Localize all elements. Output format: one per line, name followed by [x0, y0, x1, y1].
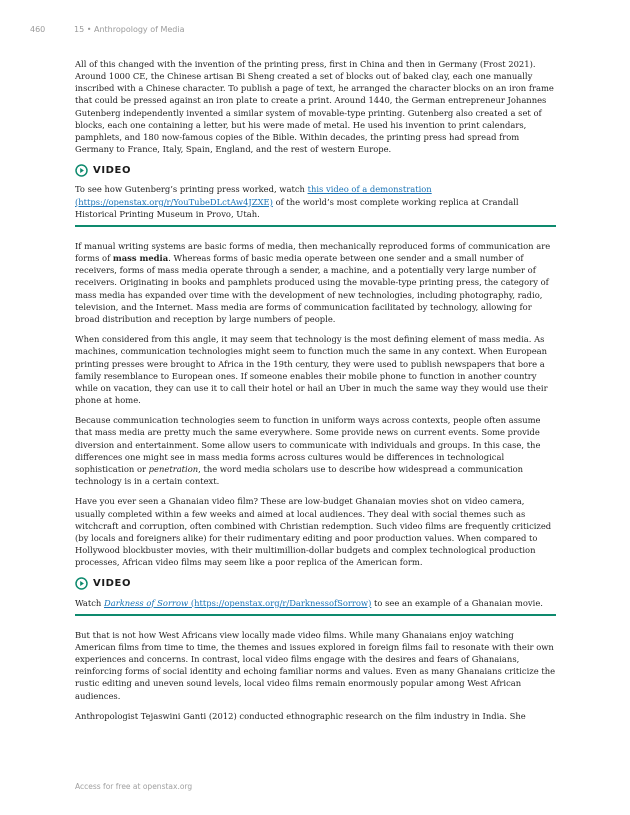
callout-divider [75, 225, 556, 227]
chapter-title: 15 • Anthropology of Media [74, 25, 185, 34]
film-title: Darkness of Sorrow [103, 597, 189, 608]
play-circle-icon [75, 577, 88, 590]
paragraph-mass-media [75, 240, 556, 325]
paragraph-ganti: Anthropologist Tejaswini Ganti (2012) conducted ethnographic research on the film industry in India. She [75, 710, 526, 721]
video-callout-header [75, 163, 556, 177]
text-span: , the word media scholars use to describe how widespread a communication technology is in a certain context. [75, 463, 524, 487]
paragraph-penetration [75, 414, 556, 487]
darkness-of-sorrow-link[interactable] [104, 598, 371, 608]
video-callout-darkness [75, 577, 556, 616]
link-url: (https://openstax.org/r/DarknessofSorrow) [188, 597, 372, 608]
video-callout-gutenberg [75, 163, 556, 226]
video-callout-text [75, 597, 556, 609]
text-span: If manual writing systems are basic forms of media, then mechanically reproduced forms of communication are forms of [75, 240, 551, 264]
callout-divider [75, 614, 556, 616]
key-term-mass-media: mass media [112, 253, 169, 264]
play-circle-icon [75, 164, 88, 177]
footer-access-text: Access for free at openstax.org [75, 782, 193, 791]
text-span: . Whereas forms of basic media operate between one sender and a small number of receivers, forms of mass media operate through a sender, a machine, and a potentially very large number of receivers. Originating in books and pamphlets produced using the movable-type printing press, the category of mass media has expanded over time with the development of new technologies, including photography, radio, television, and the Internet. Mass media are forms of communication facilitated by technology, allowing for broad distribution and reception by large numbers of people. [75, 253, 549, 324]
paragraph-technology: When considered from this angle, it may seem that technology is the most defining element of mass media. As machines, communication technologies might seem to function much the same in any context. When European printing presses were brought to Africa in the 19th century, they were used to publish newspapers that bore a family resemblance to European ones. If someone enables their mobile phone to function in another country while on vacation, they can use it to call their hotel or hail an Uber in much the same way they would use their phone at home. [75, 334, 548, 405]
paragraph-printing-press: All of this changed with the invention of the printing press, first in China and then in Germany (Frost 2021). Around 1000 CE, the Chinese artisan Bi Sheng created a set of blocks out of baked clay, each one manually inscribed with a Chinese character. To publish a page of text, he arranged the character blocks on an iron frame that could be pressed against an iron plate to create a print. Around 1440, the German entrepreneur Johannes Gutenberg independently invented a similar system of movable-type printing. Gutenberg also created a set of blocks, each one containing a letter, but his were made of metal. He used his invention to print calendars, pamphlets, and 180 now-famous copies of the Bible. Within decades, the printing press had spread from Germany to France, Italy, Spain, England, and the rest of western Europe. [75, 59, 554, 155]
paragraph-ghanaian-film: Have you ever seen a Ghanaian video film? These are low-budget Ghanaian movies shot on video camera, usually completed within a few weeks and aimed at local audiences. They deal with social themes such as witchcraft and corruption, often combined with Christian redemption. Such video films are frequently criticized (by locals and foreigners alike) for their rudimentary editing and poor production values. When compared to Hollywood blockbuster movies, with their multimillion-dollar budgets and complex technological production processes, African video films may seem like a poor replica of the American form. [75, 496, 552, 568]
video-text-after: of the world’s most complete working replica at Crandall Historical Printing Museum in Provo, Utah. [75, 196, 519, 219]
text-span: Because communication technologies seem to function in uniform ways across contexts, people often assume that mass media are pretty much the same everywhere. Some provide news on current events. Some provide diversion and entertainment. Some allow users to communicate with individuals and groups. In this case, the differences one might see in mass media forms across cultures would be differences in technological sophistication or [75, 415, 541, 474]
video-callout-text [75, 183, 556, 219]
main-content [75, 58, 556, 730]
video-text-before: Watch [75, 597, 104, 608]
term-penetration: penetration [148, 463, 199, 474]
video-heading: VIDEO [93, 578, 132, 590]
video-heading: VIDEO [93, 164, 132, 176]
video-text-after: to see an example of a Ghanaian movie. [371, 597, 543, 608]
video-callout-header [75, 577, 556, 591]
gutenberg-video-link[interactable]: this video of a demonstration (https://openstax.org/r/YouTubeDLctAw4JZXE) [75, 184, 432, 207]
running-header [30, 25, 600, 34]
paragraph-west-african-view: But that is not how West Africans view locally made video films. While many Ghanaians enjoy watching American films from time to time, the themes and issues explored in foreign films fail to resonate with their own experiences and concerns. In contrast, local video films engage with the desires and fears of Ghanaians, reinforcing forms of social identity and echoing familiar norms and values. Even as many Ghanaians criticize the rustic editing and uneven sound levels, local video films remain enormously popular among West African audiences. [75, 629, 556, 701]
page-number: 460 [30, 25, 46, 34]
video-text-before: To see how Gutenberg’s printing press worked, watch [75, 184, 308, 195]
